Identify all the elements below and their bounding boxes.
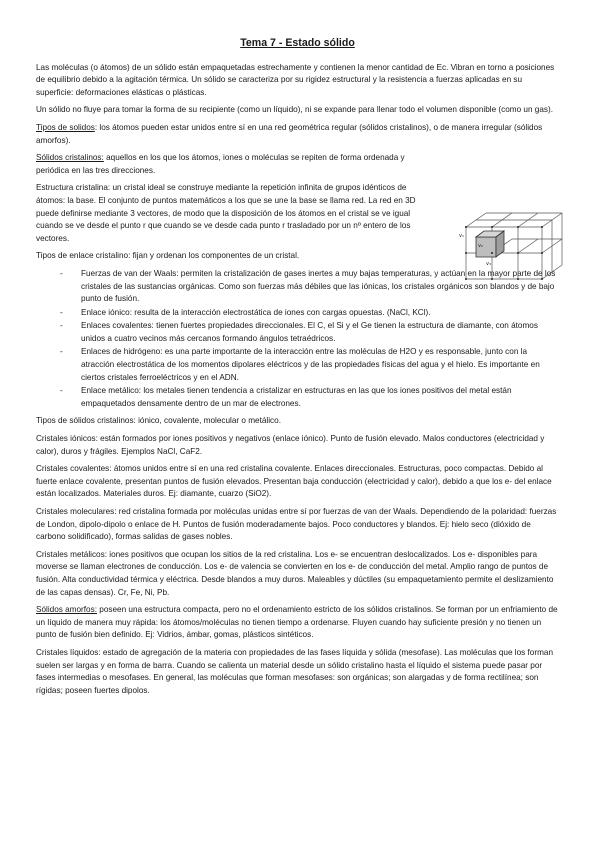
crystalline-text: aquellos en los que los átomos, iones o moléculas se repiten de forma ordenada y periódica en las tres direcciones. [36,153,405,175]
intro-paragraph: Las moléculas (o átomos) de un sólido están empaquetadas estrechamente y contienen la menor cantidad de Ec. Vibran en torno a posiciones de equilibrio debido a la agitación térmica. Un sólido se caracteriza por su rigidez estructural y la resistencia a fuerzas aplicadas en su superficie: deformaciones elásticas o plásticas. [36,62,555,97]
no-flow-paragraph: Un sólido no fluye para tomar la forma de su recipiente (como un líquido), ni se expande para llenar todo el volumen disponible (como un gas). [36,105,554,115]
structure-paragraph: Estructura cristalina: un cristal ideal se construye mediante la repetición infinita de grupos idénticos de átomos: la base. El conjunto de puntos matemáticos a los que se une la base se llama red. La red en 3D puede definirse mediante 3 vectores, de modo que la disposición de los átomos en el cristal se ve igual cuando se ve desde el punto r que cuando se ve desde cada punto r trasladado por un nº entero de los vectores. [36,183,416,243]
list-item: - Enlace metálico: los metales tienen tendencia a cristalizar en estructuras en las que los iones positivos del metal están empaquetados densamente dentro de un mar de electrones. [81,385,559,410]
lattice-diagram [458,207,570,291]
metallic-paragraph: Cristales metálicos: iones positivos que ocupan los sitios de la red cristalina. Los e- se encuentran deslocalizados. Los e- disponibles para moverse se llaman electrones de conducción. Los e- de valencia se convierten en los e- de conducción del metal. Amplio rango de puntos de fusión. Alta conductividad térmica y eléctrica. Desde blandos a muy duros. Maleables y dúctiles (su empaquetamiento permite el deslizamiento de las capas densas). Cr, Fe, Ni, Pb. [36,549,554,597]
list-item: - Fuerzas de van der Waals: permiten la cristalización de gases inertes a muy bajas temperaturas, y actúan en la mayor parte de los cristales de las sustancias orgánicas. Como son fuerzas más débiles que las iónicas, los cristales orgánicos son blandos y de bajo punto de fusión. [81,268,559,306]
amorphous-paragraph [36,604,559,642]
vector-label: v₂ [478,243,483,249]
solid-types-text: : los átomos pueden estar unidos entre sí en una red geométrica regular (sólidos cristalinos), o de manera irregular (sólidos amorfos). [36,122,543,145]
crystal-lattice-figure [458,207,570,291]
liquid-crystals-paragraph: Cristales líquidos: estado de agregación de la materia con propiedades de las fases líquida y sólida (mesofase). Las moléculas que los forman suelen ser largas y en forma de barra. Cuando se calienta un material desde un sólido cristalino hasta el líquido el sistema puede pasar por fases intermedias o mesofases. En general, las moléculas que forman mesofases: son orgánicas; son alargadas y de forma rectilínea; son rígidas; poseen fuertes dipolos. [36,647,554,695]
list-item: - Enlaces de hidrógeno: es una parte importante de la interacción entre las moléculas de H2O y es responsable, junto con la atracción electrostática de los momentos dipolares eléctricos y de las propiedades físicas del agua y el hielo. Es importante en ciertos cristales ferroeléctricos y en el ADN. [81,346,559,384]
vector-label: v₁ [459,233,464,239]
ionic-paragraph: Cristales iónicos: están formados por iones positivos y negativos (enlace iónico). Punto de fusión elevado. Malos conductores (electricidad y calor), duros y frágiles. Ejemplos NaCl, CaF2. [36,434,545,456]
vector-label: v₃ [486,261,491,267]
crystalline-label: Sólidos cristalinos: [36,153,104,163]
amorphous-label: Sólidos amorfos: [36,605,97,615]
crystalline-paragraph [36,152,559,177]
solid-types-label: Tipos de solidos [36,122,95,132]
bond-types-intro: Tipos de enlace cristalino: fijan y ordenan los componentes de un cristal. [36,251,300,261]
covalent-paragraph: Cristales covalentes: átomos unidos entre sí en una red cristalina covalente. Enlaces direccionales. Estructuras, poco compactas. Debido al fuerte enlace covalente, presentan puntos de fusión elevados. Presentan baja conducción (electricidad y calor), debido a que los e- del enlace están localizados. Materiales duros. Ej: diamante, cuarzo (SiO2). [36,464,552,499]
page-title: Tema 7 - Estado sólido [240,37,355,49]
molecular-paragraph: Cristales moleculares: red cristalina formada por moléculas unidas entre sí por fuerzas de van der Waals. Dependiendo de la polaridad: fuerzas de London, dipolo-dipolo o enlace de H. Puntos de fusión moderadamente bajos. Poco conductores y blandos. Ej: hielo seco (dióxido de carbono solidificado), formas salidas de gases nobles. [36,507,557,542]
solid-types-paragraph [36,122,559,147]
amorphous-text: poseen una estructura compacta, pero no el ordenamiento estricto de los sólidos cristalinos. Se forman por un enfriamiento de un líquido de manera muy rápida: los átomos/moléculas no tienen tiempo a ordenarse. Fluyen cuando hay suficiente presión y no tienen un punto de fusión bien definido. Ej: Vidrios, ámbar, gomas, plásticos sintéticos. [36,605,558,640]
list-item: - Enlace iónico: resulta de la interacción electrostática de iones con cargas opuestas. (NaCl, KCl). [81,307,559,320]
solid-types-summary: Tipos de sólidos cristalinos: iónico, covalente, molecular o metálico. [36,416,281,426]
list-item: - Enlaces covalentes: tienen fuertes propiedades direccionales. El C, el Si y el Ge tienen la estructura de diamante, con átomos unidos a cuatro vecinos más cercanos formando ángulos tetraédricos. [81,320,559,345]
